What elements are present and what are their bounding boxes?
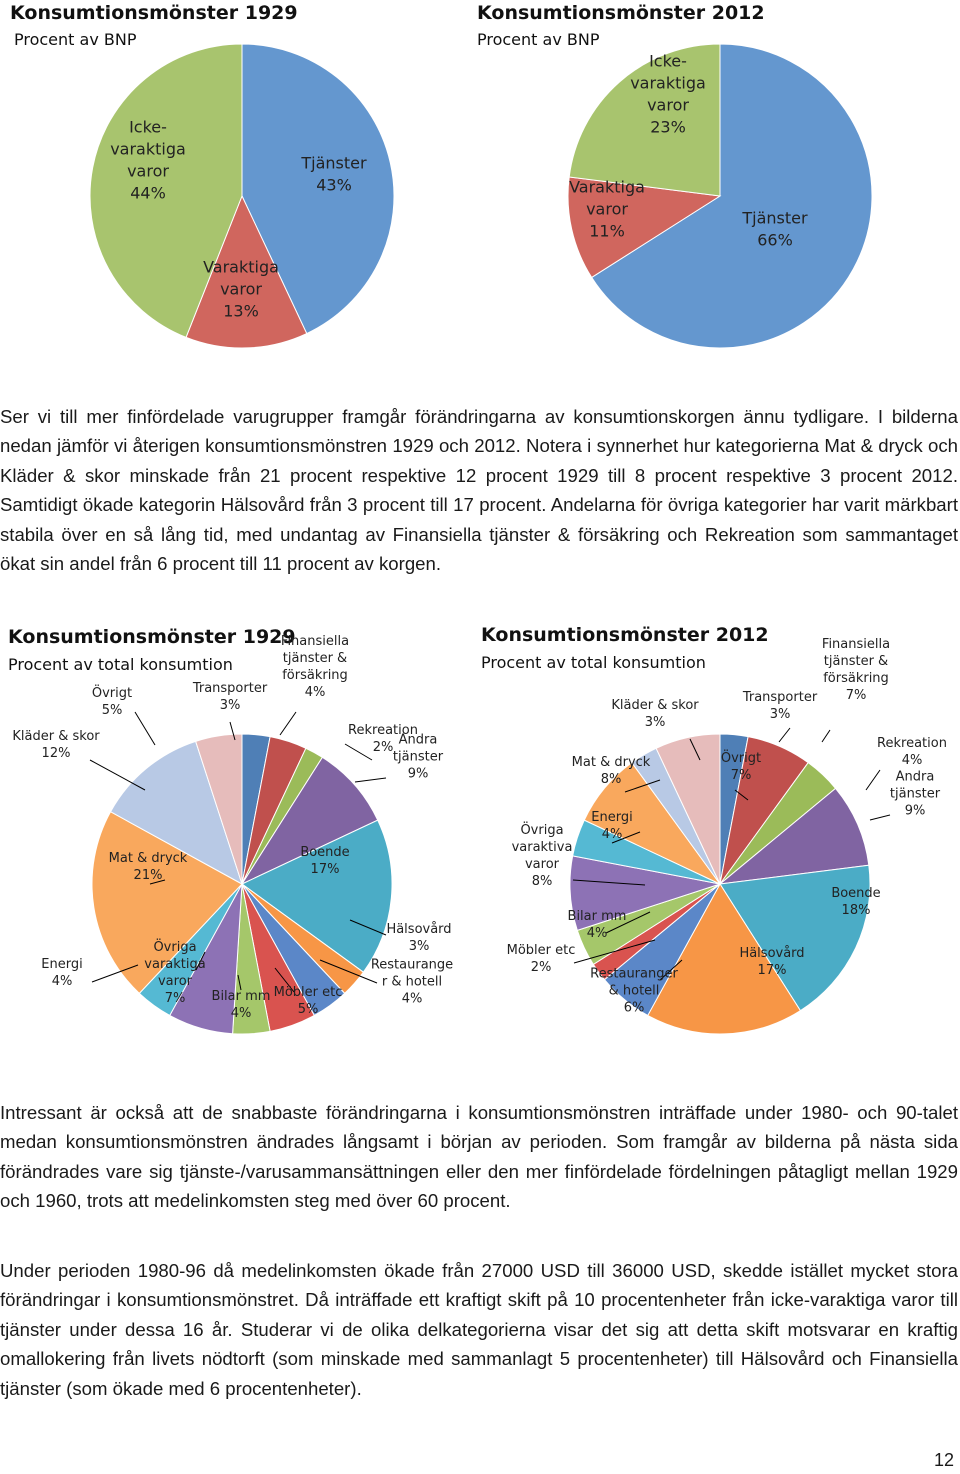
slice-label: Övrigt 5% bbox=[91, 686, 133, 719]
slice-label: Övriga varaktiga varor 7% bbox=[144, 940, 206, 1007]
slice-label: Möbler etc 5% bbox=[273, 985, 343, 1018]
slice-label: Energi 4% bbox=[591, 810, 633, 843]
label-leader-line bbox=[779, 728, 790, 742]
label-leader-line bbox=[866, 770, 880, 790]
slice-label: Möbler etc 2% bbox=[506, 943, 576, 976]
slice-label: Boende 18% bbox=[831, 886, 881, 919]
chart-subtitle: Procent av BNP bbox=[477, 30, 600, 49]
slice-label: Finansiella tjänster & försäkring 7% bbox=[821, 637, 891, 704]
slice-label: Övrigt 7% bbox=[720, 751, 762, 784]
slice-label: Mat & dryck 21% bbox=[108, 851, 188, 884]
chart-title: Konsumtionsmönster 1929 bbox=[10, 2, 298, 24]
chart-title: Konsumtionsmönster 1929 bbox=[8, 626, 296, 648]
slice-label: Restauranger & hotell 6% bbox=[590, 966, 678, 1016]
slice-label: Rekreation 4% bbox=[877, 736, 947, 769]
paragraph: Ser vi till mer finfördelade varugrupper framgår förändringarna av konsumtionskorgen ännu tydligare. I bilderna nedan jämför vi återigen konsumtionsmönstren 1929 och 2012. Notera i synnerhet hur kategorierna Mat & dryck och Kläder & skor minskade från 21 procent respektive 12 procent 1929 till 8 procent respektive 3 procent 2012. Samtidigt ökade kategorin Hälsovård från 3 procent till 17 procent. Andelarna för övriga kategorier har varit märkbart stabila över en så lång tid, med undantag av Finansiella tjänster & försäkring och Rekreation som sammantaget ökat sin andel från 6 procent till 11 procent av korgen. bbox=[0, 406, 958, 575]
paragraph: Intressant är också att de snabbaste förändringarna i konsumtionsmönstren inträffade under 1980- och 90-talet medan konsumtionsmönstren ändrades långsamt i början av perioden. Som framgår av bilderna på nästa sida förändrades vare sig tjänste-/varusammansättningen eller den mer finfördelade fördelningen påtagligt mellan 1929 och 1960, trots att medelinkomsten steg med över 60 procent. bbox=[0, 1102, 958, 1212]
slice-label: Bilar mm 4% bbox=[567, 909, 627, 942]
slice-label: Kläder & skor 12% bbox=[12, 729, 100, 762]
slice-label: Mat & dryck 8% bbox=[571, 755, 651, 788]
slice-label: Rekreation 2% bbox=[348, 723, 418, 756]
slice-label: Övriga varaktiva varor 8% bbox=[511, 823, 573, 890]
slice-label: Andra tjänster 9% bbox=[889, 769, 941, 819]
chart-subtitle: Procent av total konsumtion bbox=[481, 653, 706, 672]
slice-label: Boende 17% bbox=[300, 845, 350, 878]
slice-label: Hälsovård 3% bbox=[386, 922, 452, 955]
label-leader-line bbox=[822, 730, 830, 742]
chart-title: Konsumtionsmönster 2012 bbox=[481, 624, 769, 646]
slice-label: Tjänster 66% bbox=[742, 208, 808, 250]
slice-label: Kläder & skor 3% bbox=[611, 698, 699, 731]
slice-label: Andra tjänster 9% bbox=[392, 732, 444, 782]
page-number: 12 bbox=[933, 1450, 954, 1470]
slice-label: Tjänster 43% bbox=[301, 153, 367, 195]
slice-label: Varaktiga varor 13% bbox=[203, 257, 279, 321]
slice-label: Hälsovård 17% bbox=[739, 946, 805, 979]
slice-label: Icke-varaktiga varor 23% bbox=[630, 51, 706, 137]
label-leader-line bbox=[870, 815, 890, 820]
slice-label: Transporter 3% bbox=[192, 681, 268, 714]
chart-title: Konsumtionsmönster 2012 bbox=[477, 2, 765, 24]
slice-label: Transporter 3% bbox=[742, 690, 818, 723]
slice-label: Finansiella tjänster & försäkring 4% bbox=[280, 634, 350, 701]
slice-label: Energi 4% bbox=[41, 957, 83, 990]
slice-label: Varaktiga varor 11% bbox=[569, 177, 645, 241]
paragraph: Under perioden 1980-96 då medelinkomsten ökade från 27000 USD till 36000 USD, skedde istället mycket stora förändringar i konsumtionsmönstret. Då inträffade ett kraftigt skift på 10 procentenheter från icke-varaktiga varor till tjänster under dessa 16 år. Studerar vi de olika delkategorierna visar det sig att detta skift motsvarar en kraftig omallokering från livets nödtorft (som minskade med sammanlagt 5 procentenheter) till Hälsovård och Finansiella tjänster (som ökade med 6 procentenheter). bbox=[0, 1260, 958, 1399]
slice-label: Icke-varaktiga varor 44% bbox=[110, 117, 186, 203]
chart-subtitle: Procent av BNP bbox=[14, 30, 137, 49]
chart-subtitle: Procent av total konsumtion bbox=[8, 655, 233, 674]
slice-label: Restaurange r & hotell 4% bbox=[370, 957, 454, 1007]
slice-label: Bilar mm 4% bbox=[211, 989, 271, 1022]
